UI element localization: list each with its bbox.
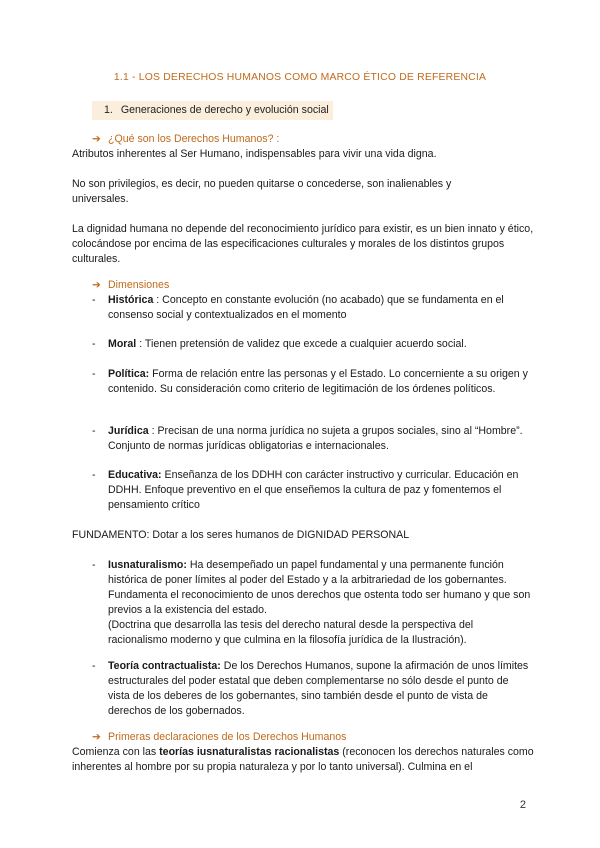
que-son-label: ¿Qué son los Derechos Humanos? : bbox=[108, 133, 280, 145]
dimensiones-subheading bbox=[92, 278, 169, 293]
list-dash: - bbox=[92, 660, 96, 672]
fundamento-text: De los Derechos Humanos, supone la afirmación de unos límites estructurales del poder estatal que deben complementarse no sólo desde el punto de vista de los deberes de los gobernantes, sino también desde el punto de vista de derechos de los gobernados. bbox=[108, 660, 529, 717]
dimension-term: Histórica bbox=[108, 294, 154, 306]
dimension-text: : Precisan de una norma jurídica no sujeta a grupos sociales, sino al “Hombre”. Conjunto de normas jurídicas obligatorias e internacionales. bbox=[108, 425, 523, 452]
dimension-moral bbox=[92, 337, 532, 352]
dimension-term: Moral bbox=[108, 338, 137, 350]
dimension-term: Educativa: bbox=[108, 469, 162, 481]
fundamento-iusnaturalismo bbox=[92, 558, 532, 648]
list-dash: - bbox=[92, 338, 96, 350]
dimensiones-label: Dimensiones bbox=[108, 279, 170, 291]
primeras-declaraciones-subheading bbox=[92, 730, 346, 745]
dimension-text: Enseñanza de los DDHH con carácter instructivo y curricular. Educación en DDHH. Enfoque preventivo en el que enseñemos la cultura de paz y fomentemos el pensamiento crítico bbox=[108, 469, 519, 511]
page-number: 2 bbox=[519, 799, 526, 811]
arrow-right-icon: ➔ bbox=[92, 731, 101, 743]
comienza-bold: teorías iusnaturalistas racionalistas bbox=[159, 746, 340, 758]
dimension-educativa bbox=[92, 468, 532, 513]
paragraph-atributos: Atributos inherentes al Ser Humano, indispensables para vivir una vida digna. bbox=[72, 148, 437, 160]
paragraph-dignidad: La dignidad humana no depende del reconocimiento jurídico para existir, es un bien innato y ético, colocándose por encima de las especificaciones culturales y morales de los distintos grupos culturales. bbox=[72, 223, 534, 265]
fundamento-contractualista bbox=[92, 659, 532, 719]
dimension-juridica bbox=[92, 424, 532, 454]
generaciones-heading bbox=[92, 101, 333, 120]
section-title: 1.1 - LOS DERECHOS HUMANOS COMO MARCO ÉTICO DE REFERENCIA bbox=[113, 72, 487, 83]
que-son-subheading bbox=[92, 132, 279, 147]
dimension-politica bbox=[92, 367, 532, 397]
generaciones-label: Generaciones de derecho y evolución social bbox=[120, 104, 329, 116]
dimension-historica bbox=[92, 293, 532, 323]
paragraph-privilegios: No son privilegios, es decir, no pueden quitarse o concederse, son inalienables y universales. bbox=[72, 178, 452, 205]
dimension-text: : Concepto en constante evolución (no acabado) que se fundamenta en el consenso social y contextualizados en el momento bbox=[108, 294, 504, 321]
comienza-pre: Comienza con las bbox=[72, 746, 160, 758]
comienza-post: (reconocen los derechos naturales como inherentes al hombre por su propia naturaleza y por lo tanto universal). Culmina en el bbox=[72, 746, 534, 773]
arrow-right-icon: ➔ bbox=[92, 133, 101, 145]
dimension-text: Forma de relación entre las personas y el Estado. Lo concerniente a su origen y contenido. Su consideración como criterio de legitimación de los órdenes políticos. bbox=[108, 368, 528, 395]
list-dash: - bbox=[92, 294, 96, 306]
arrow-right-icon: ➔ bbox=[92, 279, 101, 291]
dimension-term: Jurídica bbox=[108, 425, 149, 437]
generaciones-number: 1. bbox=[104, 104, 113, 116]
primeras-declaraciones-label: Primeras declaraciones de los Derechos Humanos bbox=[108, 731, 347, 743]
list-dash: - bbox=[92, 368, 96, 380]
paragraph-comienza bbox=[72, 745, 534, 775]
fundamento-text: Ha desempeñado un papel fundamental y una permanente función histórica de poner límites al poder del Estado y a la arbitrariedad de los gobernantes. Fundamenta el reconocimiento de unos derechos que ostenta todo ser humano y que son previos a la existencia del estado. bbox=[108, 559, 531, 616]
list-dash: - bbox=[92, 559, 96, 571]
fundamento-line: FUNDAMENTO: Dotar a los seres humanos de DIGNIDAD PERSONAL bbox=[72, 529, 410, 541]
dimension-term: Política: bbox=[108, 368, 150, 380]
list-dash: - bbox=[92, 425, 96, 437]
fundamento-note: (Doctrina que desarrolla las tesis del derecho natural desde la perspectiva del racionalismo moderno y que culmina en la filosofía jurídica de la Ilustración). bbox=[108, 619, 474, 646]
fundamento-term: Teoría contractualista: bbox=[108, 660, 221, 672]
list-dash: - bbox=[92, 469, 96, 481]
fundamento-term: Iusnaturalismo: bbox=[108, 559, 187, 571]
dimension-text: : Tienen pretensión de validez que excede a cualquier acuerdo social. bbox=[136, 338, 467, 350]
